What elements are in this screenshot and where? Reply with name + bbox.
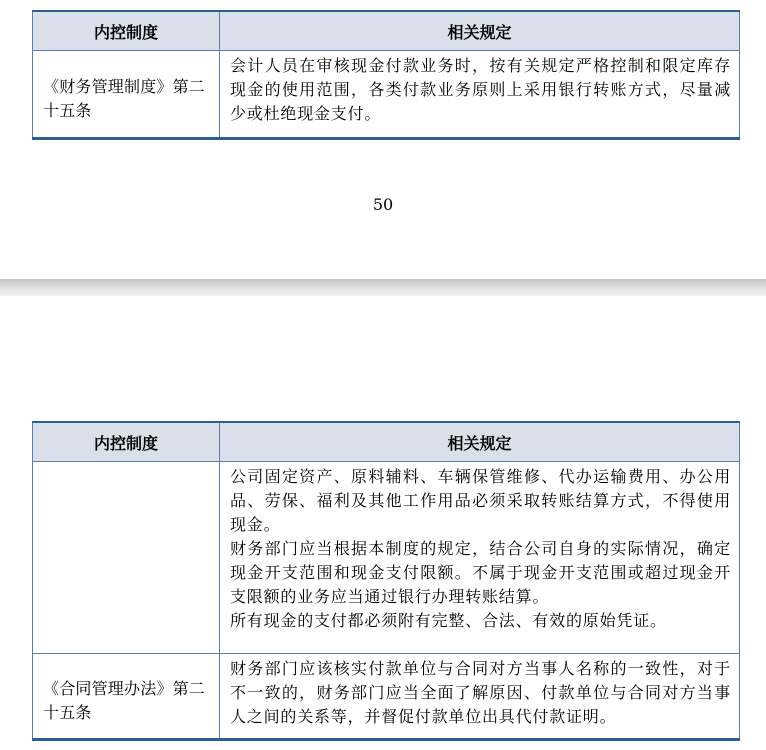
header-internal-control: 内控制度 [33,422,220,462]
provision-paragraph: 所有现金的支付都必须附有完整、合法、有效的原始凭证。 [230,611,667,630]
table-row [33,51,740,139]
table-row [33,654,740,740]
provision-paragraph: 公司固定资产、原料辅料、车辆保管维修、代办运输费用、办公用品、劳保、福利及其他工作用品必须采取转账结算方式，不得使用现金。 [230,467,731,534]
provision-paragraph: 会计人员在审核现金付款业务时，按有关规定严格控制和限定库存现金的使用范围，各类付款业务原则上采用银行转账方式，尽量减少或杜绝现金支付。 [230,56,731,123]
rule-cell: 《财务管理制度》第二十五条 [33,51,220,139]
regulation-table-page-2 [32,421,740,741]
provision-paragraph: 财务部门应该核实付款单位与合同对方当事人名称的一致性，对于不一致的，财务部门应当全面了解原因、付款单位与合同对方当事人之间的关系等，并督促付款单位出具代付款证明。 [230,659,731,726]
table-row [33,462,740,654]
page-number: 50 [372,195,394,214]
page-separator [0,279,766,296]
rule-cell [33,462,220,654]
provision-cell [220,462,740,654]
regulation-table-page-1 [32,10,740,140]
provision-cell [220,51,740,139]
rule-cell: 《合同管理办法》第二十五条 [33,654,220,740]
provision-cell [220,654,740,740]
table-header-row [33,422,740,462]
table-header-row [33,11,740,51]
header-related-provisions: 相关规定 [220,422,740,462]
header-internal-control: 内控制度 [33,11,220,51]
header-related-provisions: 相关规定 [220,11,740,51]
provision-paragraph: 财务部门应当根据本制度的规定，结合公司自身的实际情况，确定现金开支范围和现金支付限额。不属于现金开支范围或超过现金开支限额的业务应当通过银行办理转账结算。 [230,539,731,606]
